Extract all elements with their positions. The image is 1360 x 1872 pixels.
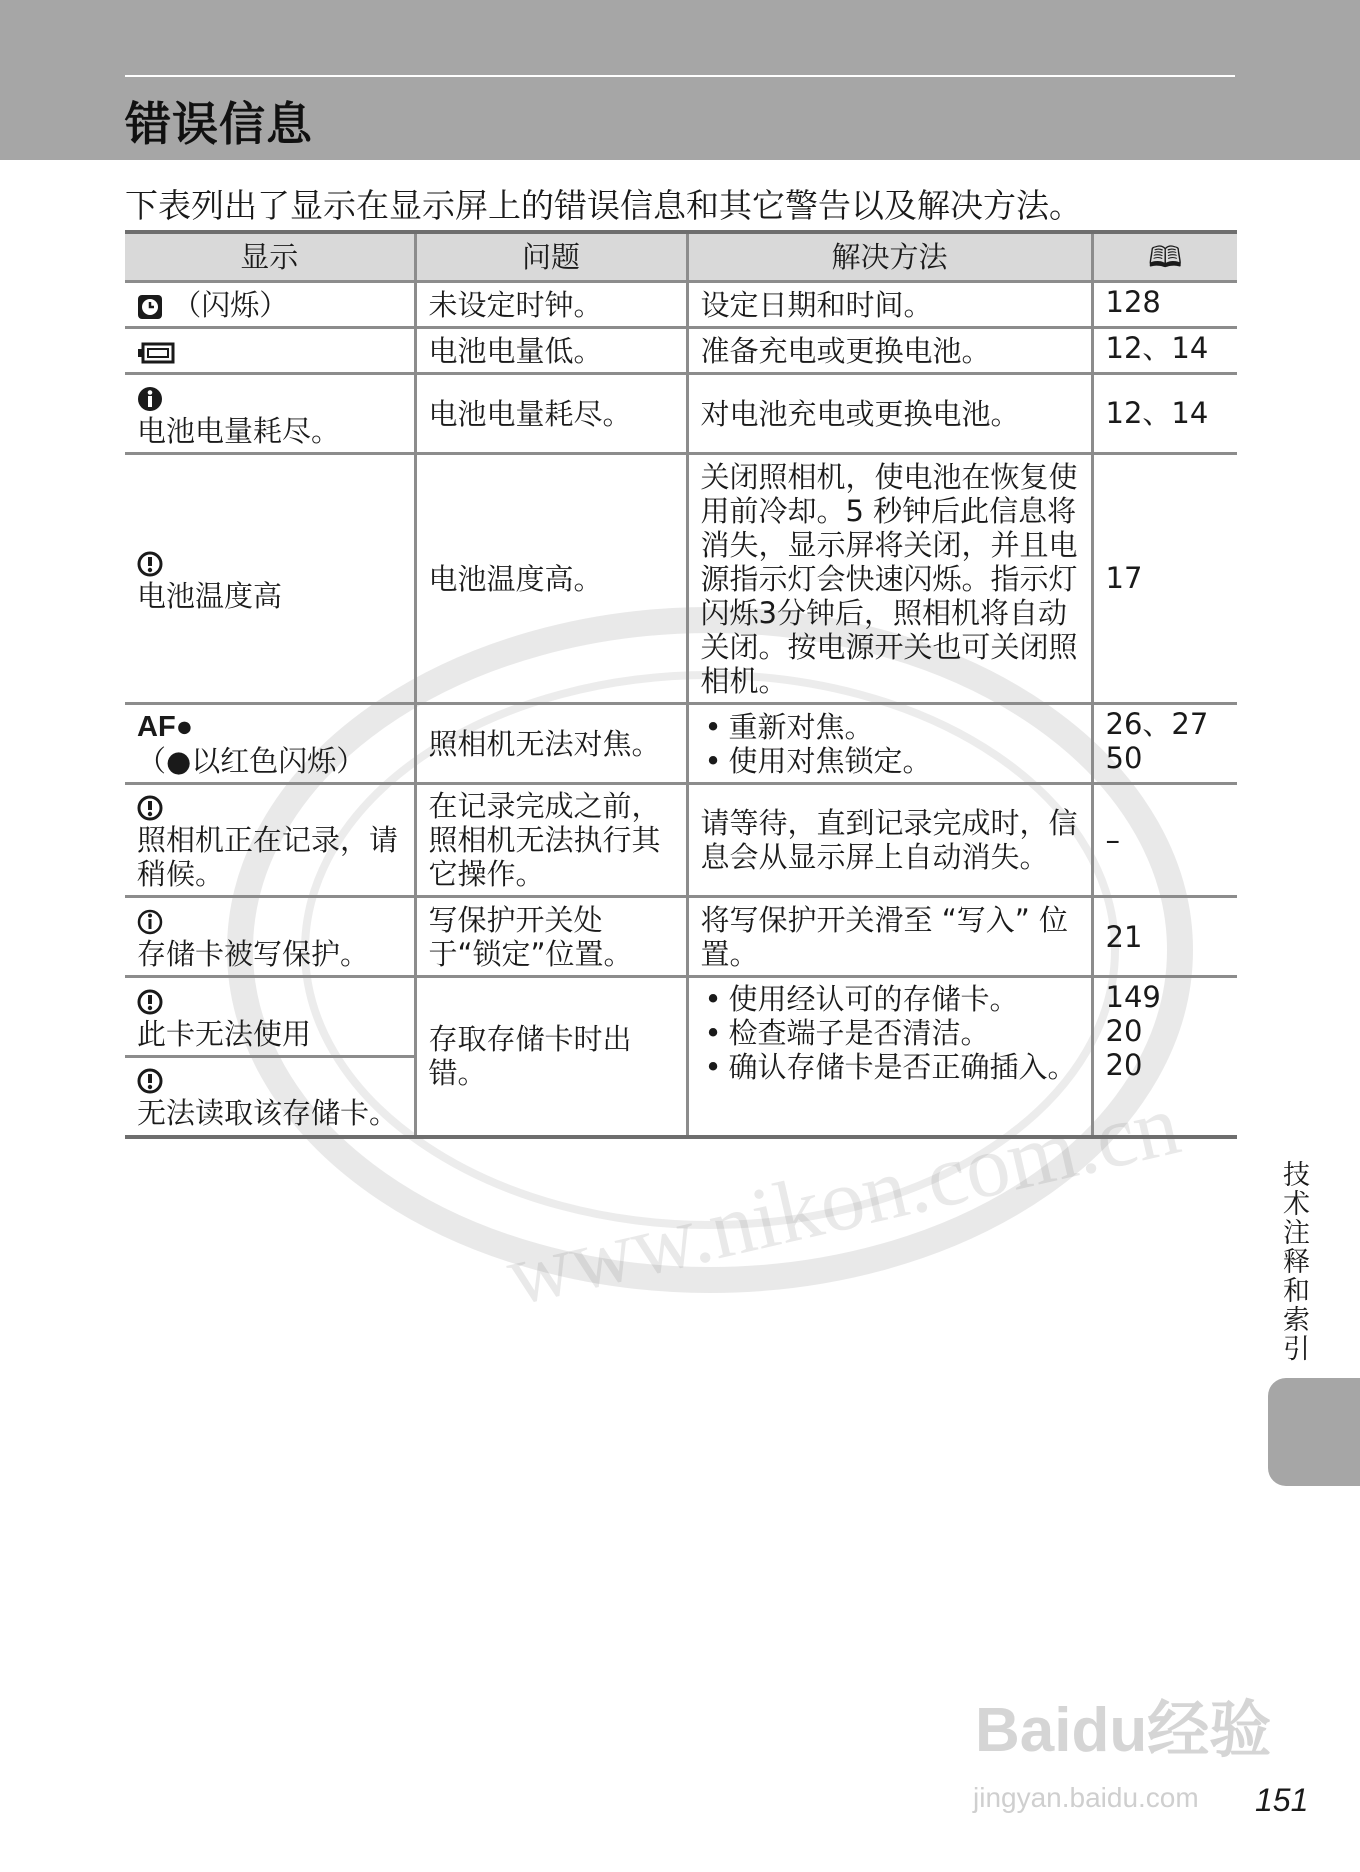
- display-cell: [125, 977, 415, 1137]
- problem-cell: 存取存储卡时出错。: [415, 977, 687, 1137]
- page-ref: 12、14: [1105, 395, 1209, 430]
- display-cell: [125, 704, 415, 784]
- error-table: [125, 230, 1237, 1139]
- page-ref: 50: [1105, 741, 1143, 775]
- clock-warning-icon: [137, 294, 163, 320]
- solution-bullet: • 重新对焦。: [701, 710, 1079, 744]
- page-ref-cell: [1092, 977, 1237, 1137]
- section-side-tab: [1268, 1378, 1360, 1486]
- display-cell: [125, 897, 415, 977]
- page-ref: –: [1105, 823, 1120, 857]
- solution-cell: 将写保护开关滑至 “写入” 位置。: [687, 897, 1092, 977]
- empty-battery-icon: [137, 341, 175, 365]
- table-row: [125, 282, 1237, 328]
- warning-icon: [137, 551, 163, 577]
- page-ref-cell: [1092, 282, 1237, 328]
- header-problem: 问题: [415, 232, 687, 282]
- solution-cell: 设定日期和时间。: [687, 282, 1092, 328]
- solution-cell: [687, 704, 1092, 784]
- table-row: [125, 897, 1237, 977]
- display-text: 此卡无法使用: [137, 1016, 312, 1051]
- display-cell: [125, 282, 415, 328]
- watermark-url: www.nikon.com.cn: [497, 1076, 1189, 1325]
- page-number: 151: [1255, 1782, 1309, 1818]
- page-ref-cell: [1092, 454, 1237, 704]
- section-side-label: 技术注释和索引: [1278, 1160, 1309, 1363]
- baidu-watermark-logo: Baidu经验: [975, 1696, 1272, 1765]
- page-ref: 149: [1105, 980, 1161, 1014]
- solution-bullet: • 使用对焦锁定。: [701, 744, 1079, 778]
- table-row: [125, 454, 1237, 704]
- problem-cell: 在记录完成之前，照相机无法执行其它操作。: [415, 784, 687, 897]
- info-outline-icon: [137, 909, 163, 935]
- page-ref: 128: [1105, 285, 1161, 319]
- header-rule: [125, 75, 1235, 77]
- problem-cell: 电池温度高。: [415, 454, 687, 704]
- solution-cell: 准备充电或更换电池。: [687, 328, 1092, 374]
- display-text: 电池温度高: [137, 578, 283, 613]
- page-ref: 20: [1105, 1048, 1143, 1082]
- header-display: 显示: [125, 232, 415, 282]
- page-ref-cell: [1092, 374, 1237, 454]
- header-page-ref: 🕮: [1092, 232, 1237, 282]
- page-ref-cell: [1092, 328, 1237, 374]
- problem-cell: 电池电量低。: [415, 328, 687, 374]
- display-text: （●以红色闪烁）: [137, 744, 366, 778]
- page-ref-cell: [1092, 704, 1237, 784]
- solution-cell: 对电池充电或更换电池。: [687, 374, 1092, 454]
- solution-bullet: • 使用经认可的存储卡。: [701, 982, 1079, 1016]
- table-header-row: [125, 232, 1237, 282]
- warning-icon: [137, 1068, 163, 1094]
- page-ref-cell: [1092, 897, 1237, 977]
- solution-cell: 请等待，直到记录完成时，信息会从显示屏上自动消失。: [687, 784, 1092, 897]
- page-ref: 21: [1105, 919, 1143, 954]
- intro-text: 下表列出了显示在显示屏上的错误信息和其它警告以及解决方法。: [125, 186, 1082, 225]
- page-ref: 26、27: [1105, 707, 1209, 741]
- problem-cell: 未设定时钟。: [415, 282, 687, 328]
- warning-icon: [137, 989, 163, 1015]
- table-row: [125, 374, 1237, 454]
- display-text: 电池电量耗尽。: [137, 413, 341, 448]
- display-cell: [125, 784, 415, 897]
- page-ref: 12、14: [1105, 331, 1209, 365]
- display-text: 照相机正在记录，请稍候。: [137, 823, 399, 891]
- display-cell: [125, 454, 415, 704]
- solution-bullets: [701, 982, 1079, 1084]
- problem-cell: 电池电量耗尽。: [415, 374, 687, 454]
- display-text: 存储卡被写保护。: [137, 936, 370, 971]
- display-cell: [125, 374, 415, 454]
- table-row: [125, 784, 1237, 897]
- page-ref: 20: [1105, 1014, 1143, 1048]
- display-subcell: [125, 1058, 414, 1134]
- baidu-watermark-site: jingyan.baidu.com: [973, 1782, 1199, 1813]
- problem-cell: 照相机无法对焦。: [415, 704, 687, 784]
- display-subcell: [125, 979, 414, 1058]
- problem-cell: 写保护开关处于“锁定”位置。: [415, 897, 687, 977]
- solution-bullet: • 确认存储卡是否正确插入。: [701, 1050, 1079, 1084]
- solution-bullet: • 检查端子是否清洁。: [701, 1016, 1079, 1050]
- solution-cell: 关闭照相机，使电池在恢复使用前冷却。5 秒钟后此信息将消失，显示屏将关闭，并且电源指示灯会快速闪烁。指示灯闪烁3分钟后，照相机将自动关闭。按电源开关也可关闭照相机。: [687, 454, 1092, 704]
- page-ref: 17: [1105, 560, 1143, 595]
- table-row: [125, 328, 1237, 374]
- solution-bullets: [701, 710, 1079, 778]
- info-filled-icon: [137, 386, 163, 412]
- warning-icon: [137, 795, 163, 821]
- table-row: [125, 977, 1237, 1137]
- table-row: [125, 704, 1237, 784]
- display-text: 无法读取该存储卡。: [137, 1095, 399, 1130]
- page-ref-cell: [1092, 784, 1237, 897]
- af-indicator-icon: AF●: [137, 711, 194, 743]
- display-cell: [125, 328, 415, 374]
- display-text: （闪烁）: [172, 287, 289, 322]
- header-solution: 解决方法: [687, 232, 1092, 282]
- page-title: 错误信息: [125, 97, 313, 151]
- solution-cell: [687, 977, 1092, 1137]
